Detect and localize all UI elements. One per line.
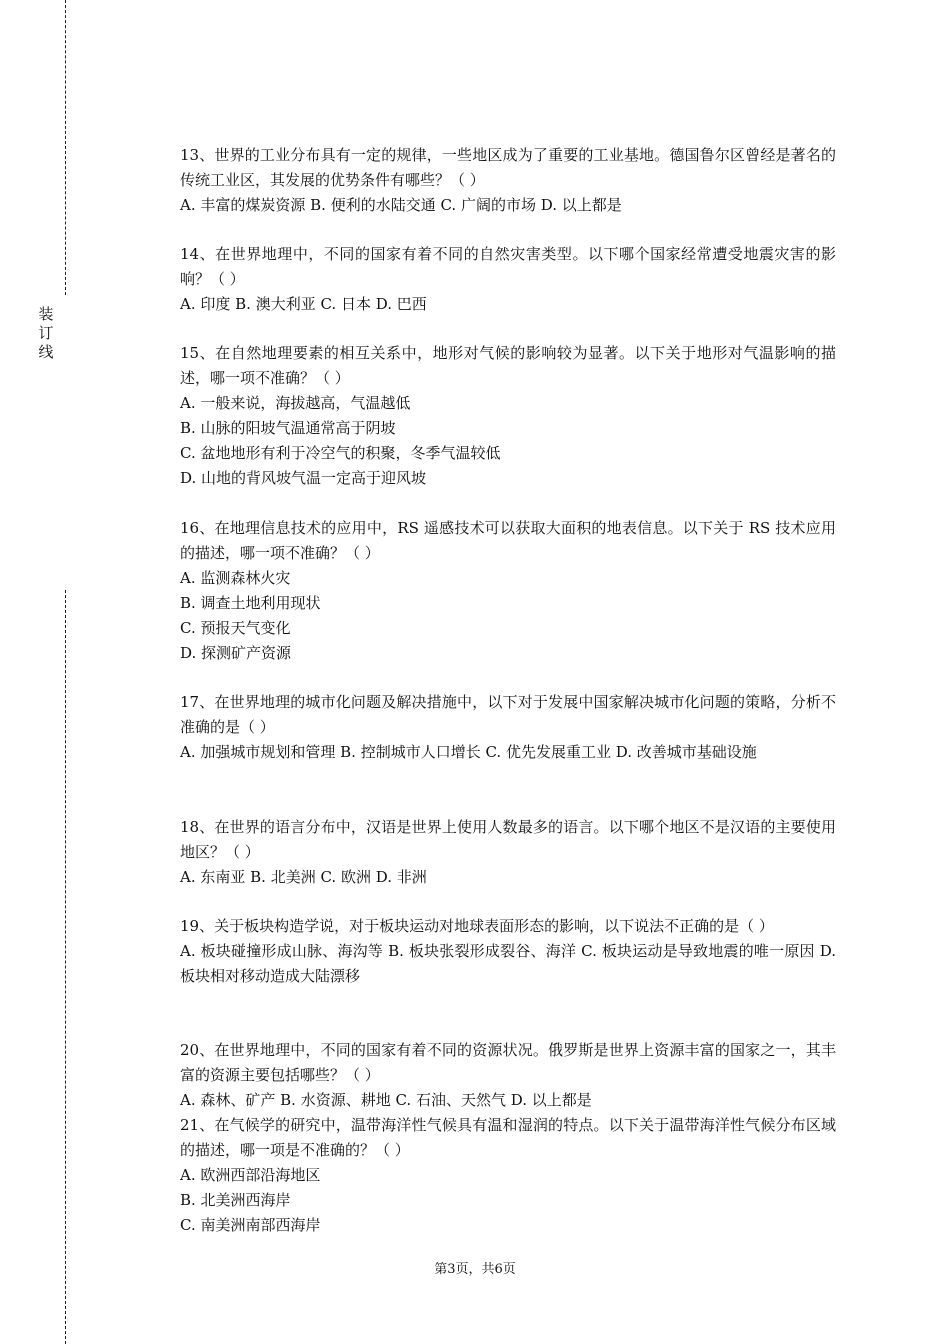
question-stem: 18、在世界的语言分布中，汉语是世界上使用人数最多的语言。以下哪个地区不是汉语的主要使用地区？（ ） xyxy=(180,818,836,861)
question-options: A. 板块碰撞形成山脉、海沟等 B. 板块张裂形成裂谷、海洋 C. 板块运动是导致地震的唯一原因 D. 板块相对移动造成大陆漂移 xyxy=(180,942,836,985)
question-19 xyxy=(180,914,836,989)
question-options: A. 东南亚 B. 北美洲 C. 欧洲 D. 非洲 xyxy=(180,868,427,886)
question-stem: 14、在世界地理中，不同的国家有着不同的自然灾害类型。以下哪个国家经常遭受地震灾害的影响？（ ） xyxy=(180,245,836,288)
question-stem: 21、在气候学的研究中，温带海洋性气候具有温和湿润的特点。以下关于温带海洋性气候分布区域的描述，哪一项是不准确的？（ ） xyxy=(180,1116,836,1159)
question-options: A. 加强城市规划和管理 B. 控制城市人口增长 C. 优先发展重工业 D. 改善城市基础设施 xyxy=(180,743,757,761)
question-stem: 13、世界的工业分布具有一定的规律，一些地区成为了重要的工业基地。德国鲁尔区曾经是著名的传统工业区，其发展的优势条件有哪些？（ ） xyxy=(180,146,836,189)
question-16 xyxy=(180,516,836,666)
question-options: A. 监测森林火灾 xyxy=(180,569,291,587)
question-options: B. 山脉的阳坡气温通常高于阴坡 xyxy=(180,419,396,437)
question-options: C. 盆地地形有利于冷空气的积聚，冬季气温较低 xyxy=(180,444,501,462)
question-options: D. 山地的背风坡气温一定高于迎风坡 xyxy=(180,469,427,487)
question-21 xyxy=(180,1113,836,1238)
question-15 xyxy=(180,341,836,491)
question-stem: 16、在地理信息技术的应用中，RS 遥感技术可以获取大面积的地表信息。以下关于 RS 技术应用的描述，哪一项不准确？（ ） xyxy=(180,519,836,562)
question-stem: 20、在世界地理中，不同的国家有着不同的资源状况。俄罗斯是世界上资源丰富的国家之一，其丰富的资源主要包括哪些？（ ） xyxy=(180,1041,836,1084)
binding-label: 装订线 xyxy=(38,305,54,361)
binding-line-bottom xyxy=(65,590,66,1344)
question-14 xyxy=(180,242,836,317)
question-options: A. 印度 B. 澳大利亚 C. 日本 D. 巴西 xyxy=(180,295,427,313)
page-number: 第3页，共6页 xyxy=(434,1262,516,1277)
question-options: B. 调查土地利用现状 xyxy=(180,594,321,612)
question-options: C. 预报天气变化 xyxy=(180,619,291,637)
question-20 xyxy=(180,1038,836,1113)
question-13 xyxy=(180,143,836,218)
question-17 xyxy=(180,690,836,765)
question-stem: 15、在自然地理要素的相互关系中，地形对气候的影响较为显著。以下关于地形对气温影响的描述，哪一项不准确？（ ） xyxy=(180,344,836,387)
question-options: A. 一般来说，海拔越高，气温越低 xyxy=(180,394,411,412)
question-stem: 17、在世界地理的城市化问题及解决措施中，以下对于发展中国家解决城市化问题的策略，分析不准确的是（ ） xyxy=(180,693,836,736)
question-options: C. 南美洲南部西海岸 xyxy=(180,1216,321,1234)
binding-line-top xyxy=(65,0,66,295)
question-options: A. 森林、矿产 B. 水资源、耕地 C. 石油、天然气 D. 以上都是 xyxy=(180,1091,592,1109)
question-options: B. 北美洲西海岸 xyxy=(180,1191,291,1209)
question-18 xyxy=(180,815,836,890)
question-options: D. 探测矿产资源 xyxy=(180,644,292,662)
question-stem: 19、关于板块构造学说，对于板块运动对地球表面形态的影响，以下说法不正确的是（ ） xyxy=(180,917,774,935)
question-options: A. 丰富的煤炭资源 B. 便利的水陆交通 C. 广阔的市场 D. 以上都是 xyxy=(180,196,622,214)
question-options: A. 欧洲西部沿海地区 xyxy=(180,1166,321,1184)
